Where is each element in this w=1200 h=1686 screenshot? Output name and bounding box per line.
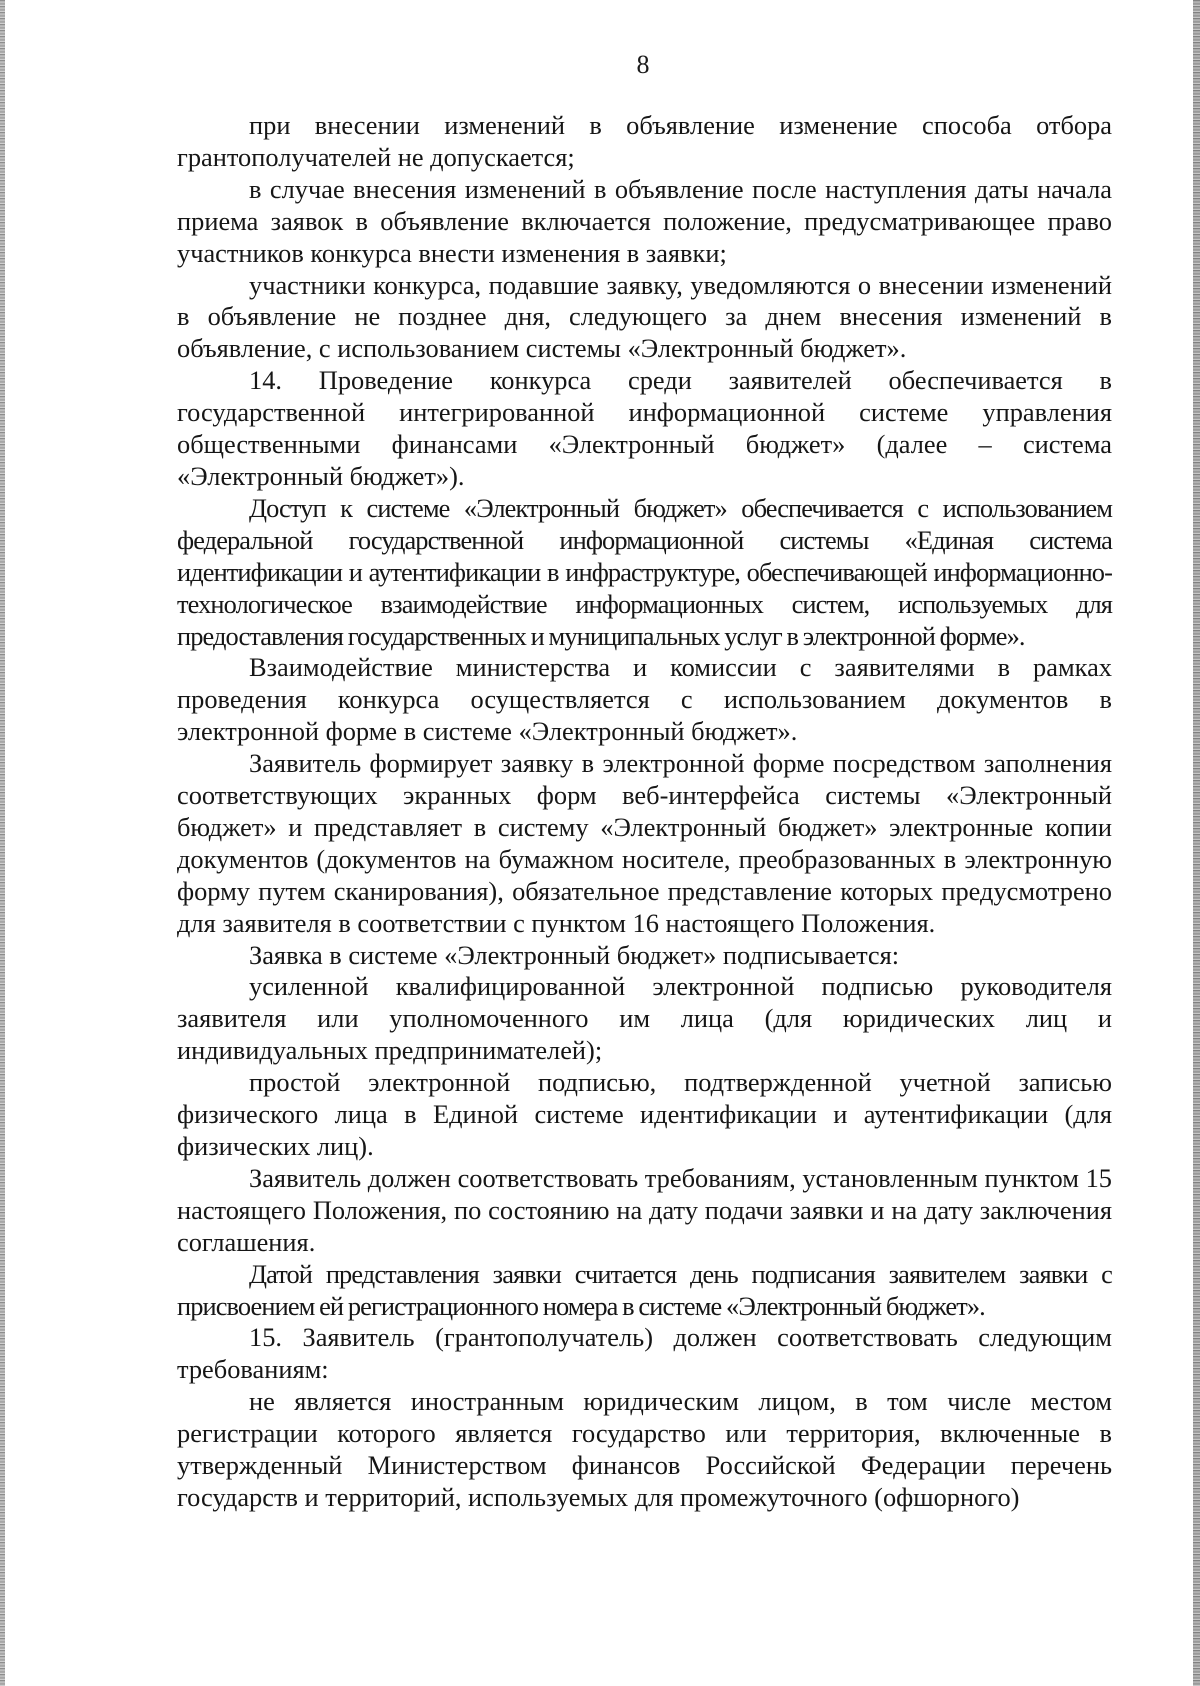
scan-edge-left	[0, 0, 5, 1686]
paragraph: простой электронной подписью, подтвержденной учетной записью физического лица в Единой системе идентификации и аутентификации (для физических лиц).	[177, 1067, 1112, 1161]
paragraph: Доступ к системе «Электронный бюджет» обеспечивается с использованием федеральной государственной информационной системы «Единая система идентификации и аутентификации в инфраструктуре, обеспечивающей информационно-технологическое взаимодействие информационных систем, используемых для предоставления государственных и муниципальных услуг в электронной форме».	[177, 492, 1112, 651]
paragraph: Заявитель формирует заявку в электронной форме посредством заполнения соответствующих экранных форм веб-интерфейса системы «Электронный бюджет» и представляет в систему «Электронный бюджет» электронные копии документов (документов на бумажном носителе, преобразованных в электронную форму путем сканирования), обязательное представление которых предусмотрено для заявителя в соответствии с пунктом 16 настоящего Положения.	[177, 748, 1112, 938]
body-text	[177, 110, 1112, 1514]
paragraph: Датой представления заявки считается день подписания заявителем заявки с присвоением ей регистрационного номера в системе «Электронный бюджет».	[177, 1258, 1112, 1321]
paragraph: 15. Заявитель (грантополучатель) должен соответствовать следующим требованиям:	[177, 1322, 1112, 1385]
paragraph: не является иностранным юридическим лицом, в том числе местом регистрации которого является государство или территория, включенные в утвержденный Министерством финансов Российской Федерации перечень государств и территорий, используемых для промежуточного (офшорного)	[177, 1386, 1112, 1512]
paragraph: участники конкурса, подавшие заявку, уведомляются о внесении изменений в объявление не позднее дня, следующего за днем внесения изменений в объявление, с использованием системы «Электронный бюджет».	[177, 269, 1112, 364]
paragraph: при внесении изменений в объявление изменение способа отбора грантополучателей не допускается;	[177, 110, 1112, 172]
page-number: 8	[636, 50, 650, 79]
scan-edge-right	[1193, 0, 1200, 1686]
paragraph: Заявка в системе «Электронный бюджет» подписывается:	[249, 939, 900, 970]
paragraph: Взаимодействие министерства и комиссии с заявителями в рамках проведения конкурса осуществляется с использованием документов в электронной форме в системе «Электронный бюджет».	[177, 652, 1112, 747]
paragraph: 14. Проведение конкурса среди заявителей обеспечивается в государственной интегрированной информационной системе управления общественными финансами «Электронный бюджет» (далее – система «Электронный бюджет»).	[177, 365, 1112, 491]
paragraph: усиленной квалифицированной электронной подписью руководителя заявителя или уполномоченного им лица (для юридических лиц и индивидуальных предпринимателей);	[177, 971, 1112, 1066]
paragraph: Заявитель должен соответствовать требованиям, установленным пунктом 15 настоящего Положения, по состоянию на дату подачи заявки и на дату заключения соглашения.	[177, 1162, 1112, 1257]
paragraph: в случае внесения изменений в объявление после наступления даты начала приема заявок в объявление включается положение, предусматривающее право участников конкурса внести изменения в заявки;	[177, 173, 1112, 268]
